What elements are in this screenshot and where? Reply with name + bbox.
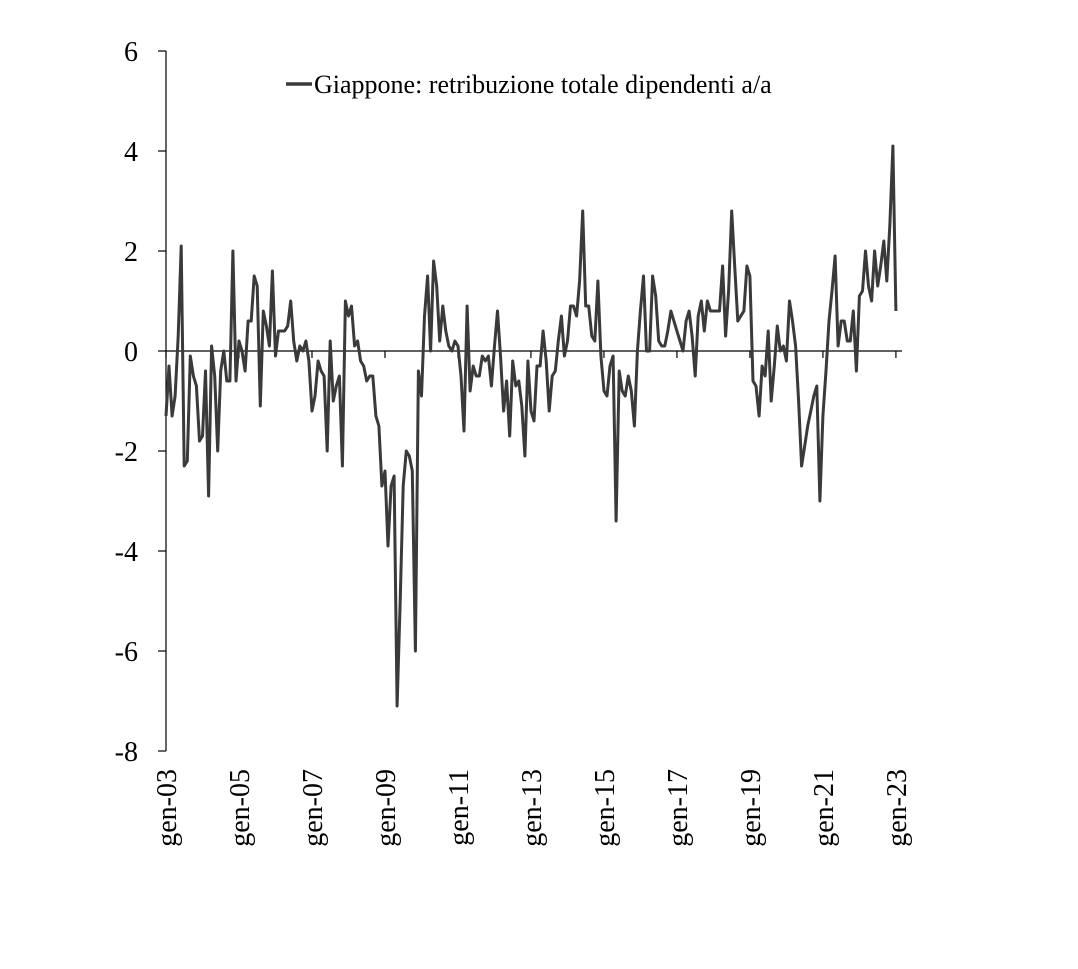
series-line bbox=[166, 146, 896, 706]
y-tick-label: -4 bbox=[114, 537, 138, 568]
x-tick-label: gen-17 bbox=[662, 769, 694, 847]
legend-label: Giappone: retribuzione totale dipendenti a/a bbox=[314, 70, 772, 99]
x-tick-label: gen-21 bbox=[808, 769, 840, 847]
x-tick-label: gen-13 bbox=[516, 769, 548, 847]
x-tick-label: gen-23 bbox=[881, 769, 913, 847]
y-tick-label: -2 bbox=[114, 437, 138, 468]
y-tick-label: 0 bbox=[124, 337, 138, 368]
y-tick-label: -8 bbox=[114, 737, 138, 768]
x-tick-label: gen-15 bbox=[589, 769, 621, 847]
plot-area bbox=[115, 37, 913, 847]
x-tick-label: gen-09 bbox=[370, 769, 402, 847]
y-tick-label: 4 bbox=[124, 137, 138, 168]
x-tick-label: gen-19 bbox=[735, 769, 767, 847]
y-tick-label: 6 bbox=[124, 37, 138, 68]
y-tick-label: -6 bbox=[114, 637, 138, 668]
x-tick-label: gen-05 bbox=[224, 769, 256, 847]
x-tick-label: gen-11 bbox=[443, 769, 475, 846]
x-tick-label: gen-07 bbox=[297, 769, 329, 847]
x-tick-label: gen-03 bbox=[152, 769, 183, 847]
y-tick-label: 2 bbox=[124, 237, 138, 268]
